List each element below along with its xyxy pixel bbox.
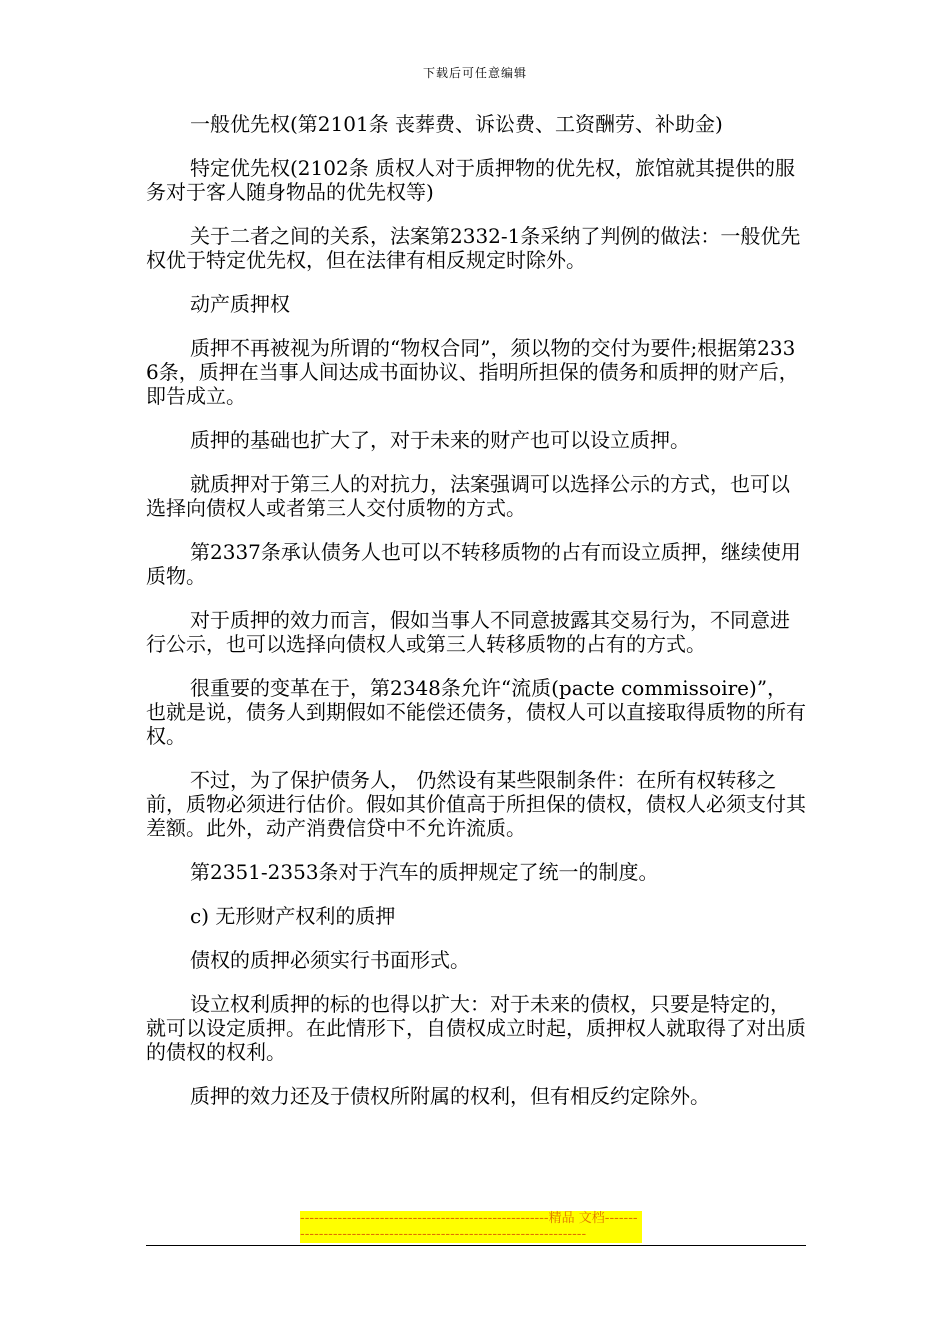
paragraph: 质押不再被视为所谓的“物权合同”，须以物的交付为要件;根据第2336条，质押在当事人间达成书面协议、指明所担保的债务和质押的财产后，即告成立。 <box>146 336 799 408</box>
paragraph: 债权的质押必须实行书面形式。 <box>190 948 470 972</box>
paragraph: 设立权利质押的标的也得以扩大：对于未来的债权，只要是特定的，就可以设定质押。在此情形下，自债权成立时起，质押权人就取得了对出质的债权的权利。 <box>146 992 806 1064</box>
paragraph: 特定优先权(2102条 质权人对于质押物的优先权，旅馆就其提供的服务对于客人随身物品的优先权等) <box>146 156 796 204</box>
footer-divider <box>146 1245 806 1246</box>
paragraph: 就质押对于第三人的对抗力，法案强调可以选择公示的方式，也可以选择向债权人或者第三人交付质物的方式。 <box>146 472 790 520</box>
paragraph: 第2337条承认债务人也可以不转移质物的占有而设立质押，继续使用质物。 <box>146 540 801 588</box>
page-header-note: 下载后可任意编辑 <box>422 66 527 80</box>
footer-banner: -----------------------------------------------------精品 文档-------------------------------------------------------------------- <box>300 1211 642 1243</box>
paragraph: 关于二者之间的关系，法案第2332-1条采纳了判例的做法：一般优先权优于特定优先权，但在法律有相反规定时除外。 <box>146 224 801 272</box>
paragraph: 不过，为了保护债务人， 仍然设有某些限制条件：在所有权转移之前，质物必须进行估价。假如其价值高于所担保的债权，债权人必须支付其差额。此外，动产消费信贷中不允许流质。 <box>146 768 806 840</box>
paragraph: 质押的基础也扩大了，对于未来的财产也可以设立质押。 <box>190 428 690 452</box>
paragraph: 质押的效力还及于债权所附属的权利，但有相反约定除外。 <box>190 1084 710 1108</box>
paragraph: 很重要的变革在于，第2348条允许“流质(pacte commissoire)”，也就是说，债务人到期假如不能偿还债务，债权人可以直接取得质物的所有权。 <box>146 676 806 748</box>
paragraph: 第2351-2353条对于汽车的质押规定了统一的制度。 <box>190 860 659 884</box>
paragraph: 一般优先权(第2101条 丧葬费、诉讼费、工资酬劳、补助金) <box>190 112 723 136</box>
section-heading: 动产质押权 <box>190 292 290 316</box>
paragraph: 对于质押的效力而言，假如当事人不同意披露其交易行为，不同意进行公示，也可以选择向债权人或第三人转移质物的占有的方式。 <box>146 608 790 656</box>
section-heading: c) 无形财产权利的质押 <box>190 904 396 928</box>
document-body <box>146 112 806 1128</box>
